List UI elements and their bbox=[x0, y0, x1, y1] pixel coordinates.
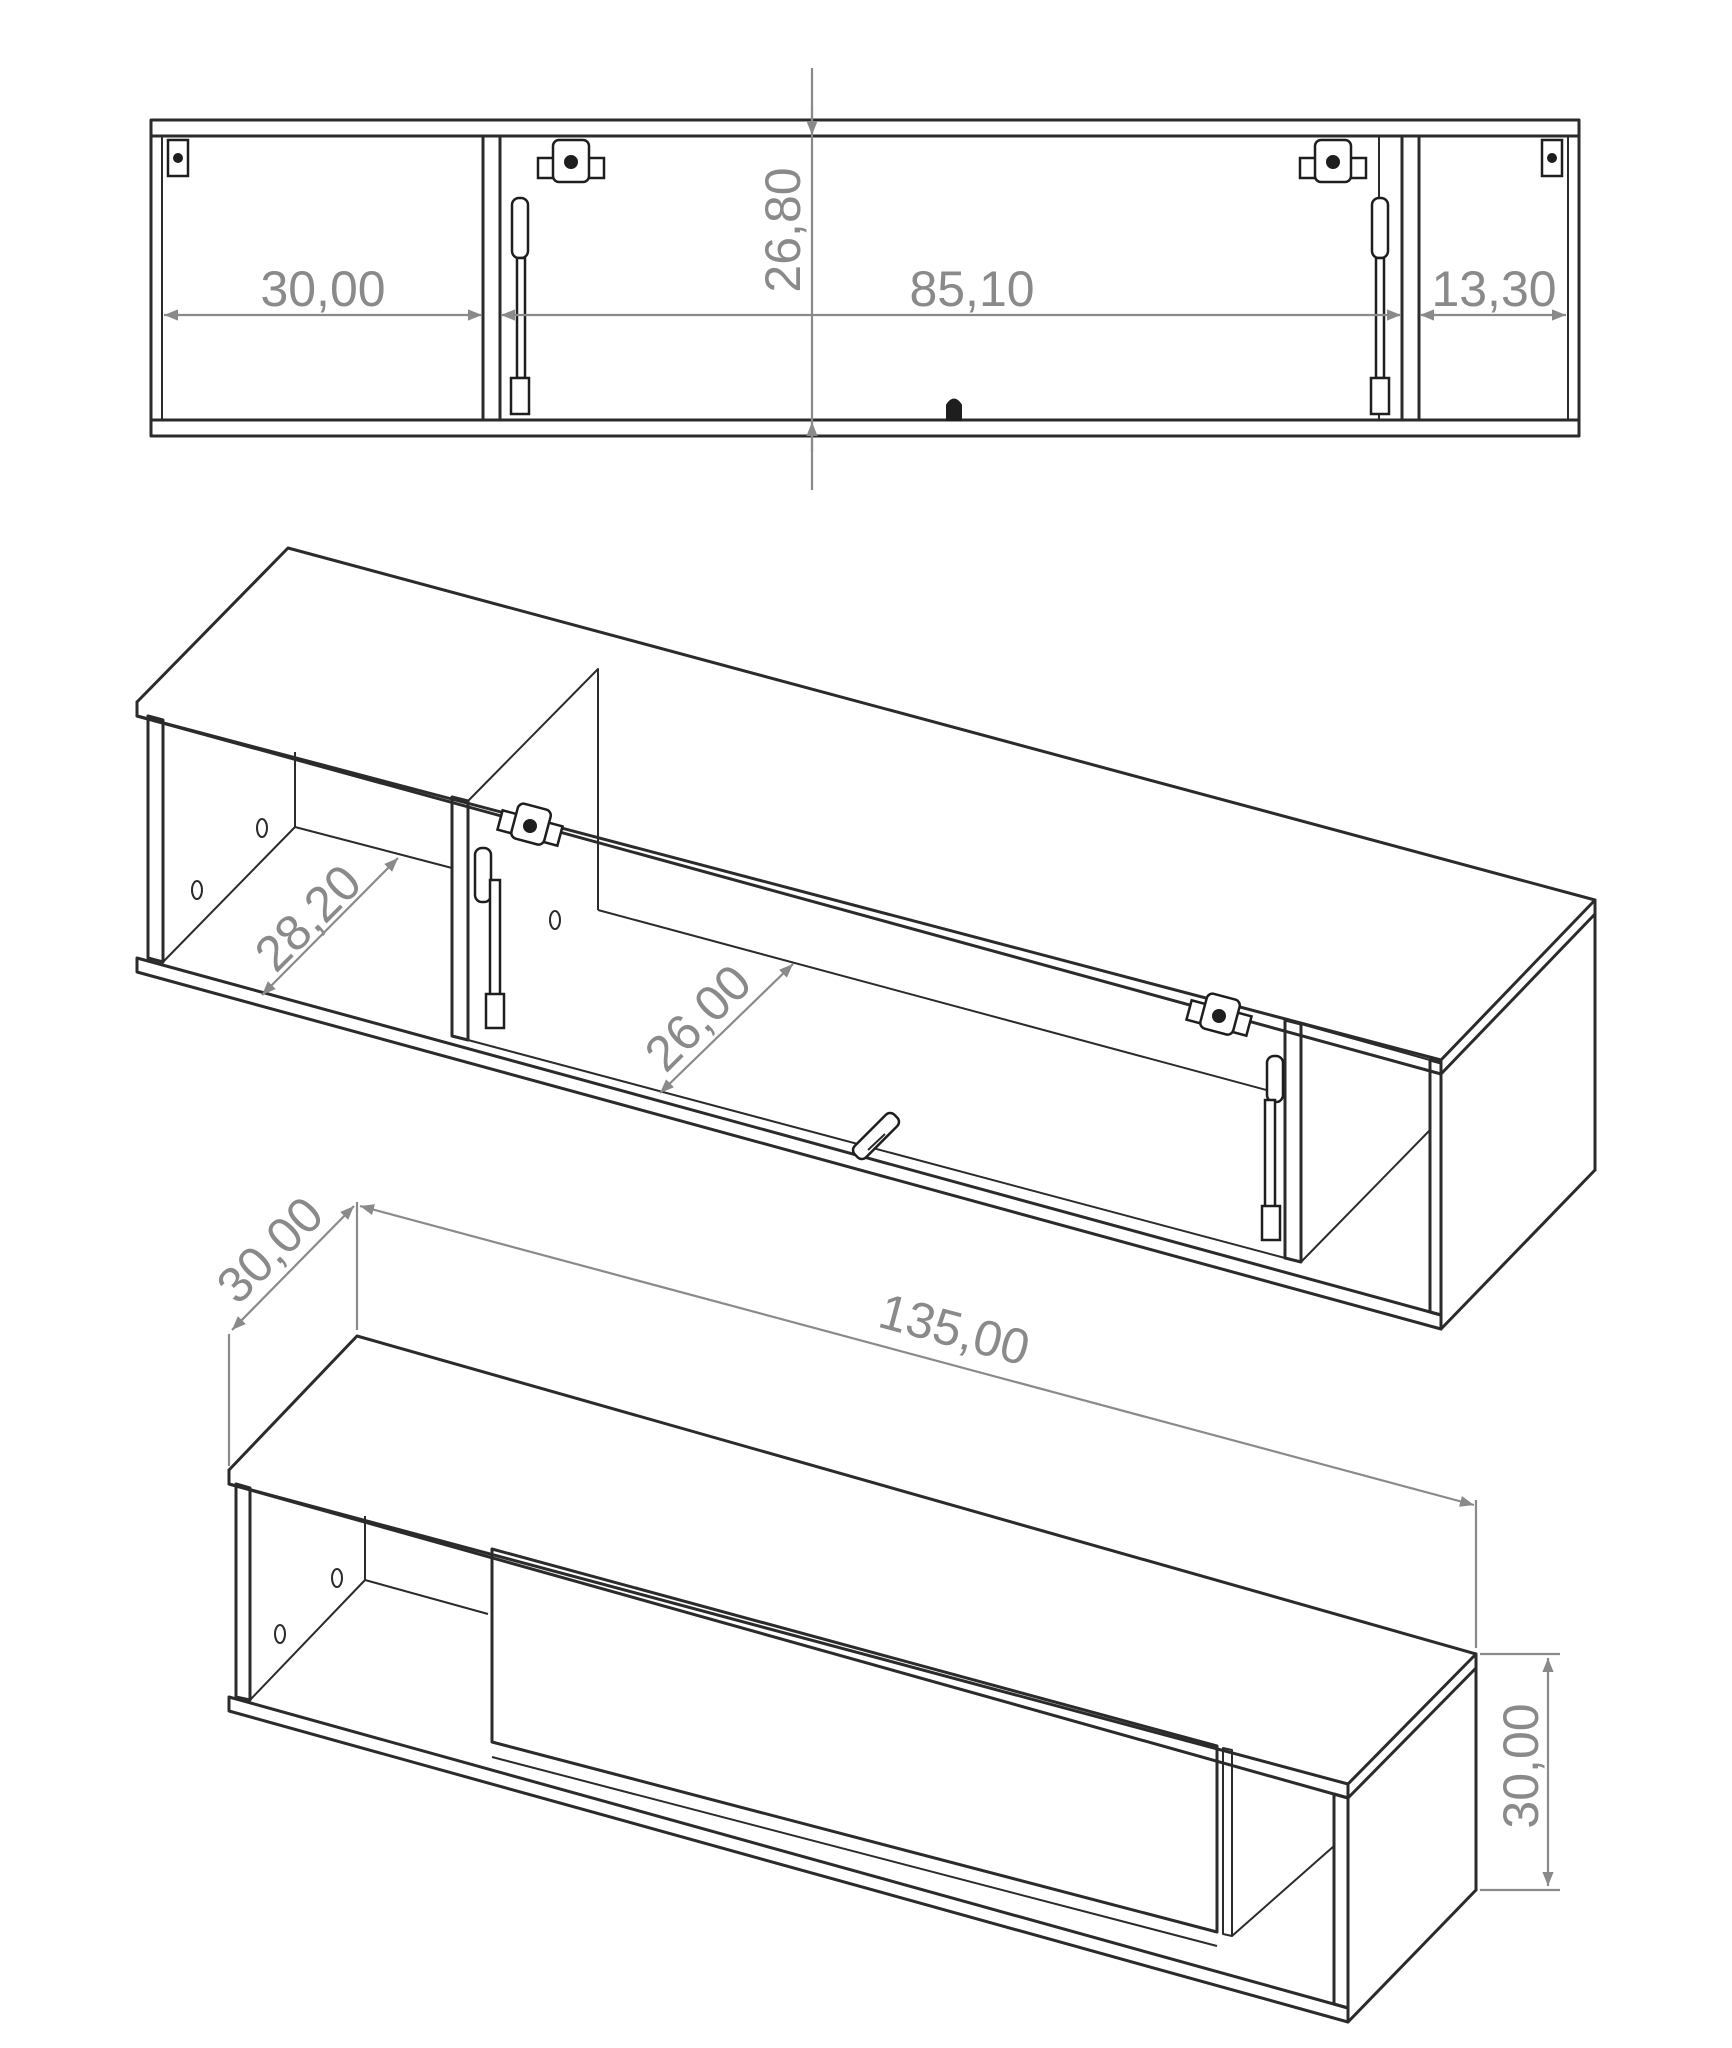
dim-left-depth: 28,20 bbox=[243, 853, 373, 983]
flap-door bbox=[492, 1549, 1217, 1932]
dim-height: 30,00 bbox=[1493, 1703, 1549, 1829]
shelf-pin-hole-icon bbox=[275, 1569, 342, 1643]
right-divider bbox=[1402, 136, 1419, 420]
dim-middle-width: 85,10 bbox=[909, 261, 1035, 317]
closed-cabinet-outline bbox=[229, 1336, 1476, 2022]
dim-right-width: 13,30 bbox=[1431, 261, 1557, 317]
left-divider bbox=[483, 136, 500, 420]
dim-depth: 30,00 bbox=[205, 1185, 335, 1315]
dim-middle-depth: 26,00 bbox=[633, 953, 763, 1083]
dim-left-width: 30,00 bbox=[260, 261, 386, 317]
dim-inner-height: 26,80 bbox=[755, 167, 811, 293]
dim-length: 135,00 bbox=[873, 1282, 1036, 1377]
hinge-icon bbox=[538, 140, 1366, 182]
open-cabinet-outline bbox=[137, 548, 1595, 1329]
front-view bbox=[151, 68, 1579, 490]
handle-icon bbox=[947, 400, 961, 421]
open-iso-view bbox=[137, 548, 1595, 1329]
gas-strut-icon bbox=[475, 848, 1283, 1240]
closed-iso-view bbox=[206, 1186, 1560, 2022]
shelf-pin-hole-icon bbox=[192, 819, 560, 929]
